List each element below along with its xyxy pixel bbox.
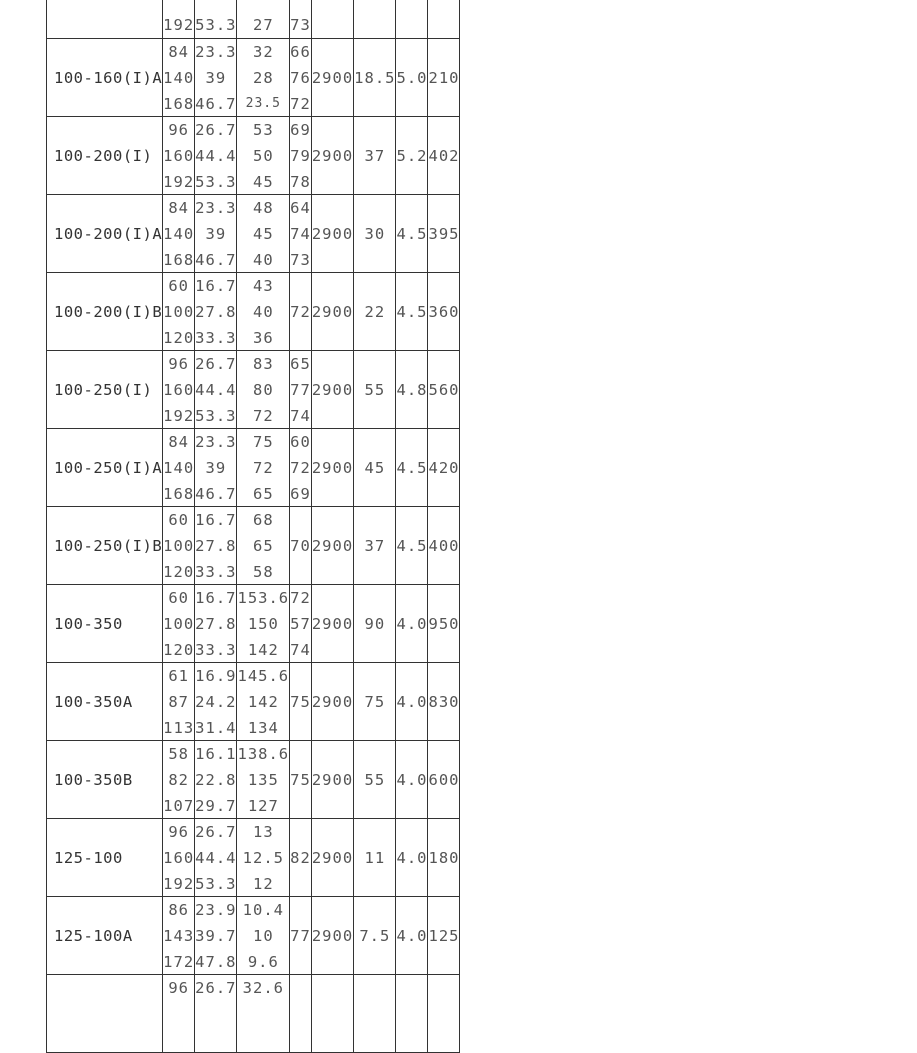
power-cell: 22 xyxy=(354,273,396,351)
flow-ls-value: 23.3 xyxy=(195,433,237,451)
flow-ls-value: 53.3 xyxy=(195,16,237,34)
speed-cell: 2900 xyxy=(311,507,353,585)
npsh-cell xyxy=(396,0,428,39)
head-cell xyxy=(237,585,290,663)
efficiency-value: 72 xyxy=(290,459,311,477)
efficiency-value: 69 xyxy=(290,121,311,139)
flow-m3h-value: 160 xyxy=(163,381,195,399)
head-value: 32.6 xyxy=(242,979,284,997)
flow-ls-value: 27.8 xyxy=(195,303,237,321)
weight-cell xyxy=(428,975,460,1053)
head-value: 153.6 xyxy=(237,589,290,607)
weight-cell xyxy=(428,0,460,39)
flow-ls-value xyxy=(195,1027,236,1053)
power-cell: 55 xyxy=(354,351,396,429)
speed-cell xyxy=(311,975,353,1053)
flow-ls-value: 22.8 xyxy=(195,771,237,789)
flow-ls-cell xyxy=(195,117,237,195)
table-row xyxy=(47,273,460,351)
head-value: 145.6 xyxy=(237,667,290,685)
head-value: 48 xyxy=(252,199,274,217)
npsh-cell: 4.0 xyxy=(396,663,428,741)
power-cell: 7.5 xyxy=(354,897,396,975)
head-value: 36 xyxy=(252,329,274,347)
flow-m3h-value: 96 xyxy=(168,355,189,373)
efficiency-cell: 77 xyxy=(290,897,312,975)
head-value: 13 xyxy=(252,823,274,841)
model-cell: 100-200(I)A xyxy=(47,195,163,273)
table-row xyxy=(47,819,460,897)
weight-cell: 950 xyxy=(428,585,460,663)
head-cell xyxy=(237,975,290,1053)
efficiency-cell xyxy=(290,117,312,195)
weight-cell: 402 xyxy=(428,117,460,195)
flow-m3h-value: 58 xyxy=(168,745,189,763)
flow-m3h-cell xyxy=(163,0,195,39)
flow-m3h-value: 84 xyxy=(168,433,189,451)
flow-m3h-cell xyxy=(163,195,195,273)
flow-ls-cell xyxy=(195,975,237,1053)
model-cell: 100-250(I)A xyxy=(47,429,163,507)
table-row xyxy=(47,741,460,819)
flow-ls-cell xyxy=(195,897,237,975)
head-cell xyxy=(237,663,290,741)
flow-m3h-value: 192 xyxy=(163,407,195,425)
model-cell: 100-250(I) xyxy=(47,351,163,429)
efficiency-value: 57 xyxy=(290,615,311,633)
flow-ls-value: 27.8 xyxy=(195,537,237,555)
weight-cell: 360 xyxy=(428,273,460,351)
speed-cell: 2900 xyxy=(311,39,353,117)
power-cell: 45 xyxy=(354,429,396,507)
flow-m3h-value: 86 xyxy=(168,901,189,919)
head-value: 28 xyxy=(252,69,274,87)
efficiency-value: 74 xyxy=(290,641,311,659)
npsh-cell: 4.8 xyxy=(396,351,428,429)
model-cell xyxy=(47,975,163,1053)
flow-m3h-value: 60 xyxy=(168,511,189,529)
head-value: 65 xyxy=(252,537,274,555)
flow-m3h-value xyxy=(163,1001,194,1027)
flow-m3h-cell xyxy=(163,819,195,897)
head-cell xyxy=(237,897,290,975)
flow-m3h-cell xyxy=(163,117,195,195)
head-value: 45 xyxy=(252,225,274,243)
head-value: 43 xyxy=(252,277,274,295)
flow-ls-value: 53.3 xyxy=(195,173,237,191)
head-value: 9.6 xyxy=(247,953,279,971)
npsh-cell: 4.5 xyxy=(396,273,428,351)
head-value: 150 xyxy=(247,615,279,633)
model-cell: 100-350A xyxy=(47,663,163,741)
efficiency-value: 77 xyxy=(290,381,311,399)
flow-ls-value: 44.4 xyxy=(195,381,237,399)
efficiency-cell xyxy=(290,195,312,273)
flow-ls-cell xyxy=(195,0,237,39)
flow-ls-value: 44.4 xyxy=(195,147,237,165)
table-row xyxy=(47,507,460,585)
flow-m3h-value: 160 xyxy=(163,849,195,867)
flow-ls-value: 27.8 xyxy=(195,615,237,633)
flow-m3h-cell xyxy=(163,663,195,741)
flow-m3h-value: 100 xyxy=(163,303,195,321)
head-value: 142 xyxy=(247,693,279,711)
power-cell: 75 xyxy=(354,663,396,741)
flow-m3h-value: 168 xyxy=(163,485,195,503)
efficiency-value: 64 xyxy=(290,199,311,217)
flow-ls-value: 39 xyxy=(205,225,227,243)
head-cell xyxy=(237,741,290,819)
flow-m3h-value: 107 xyxy=(163,797,195,815)
flow-m3h-value: 168 xyxy=(163,251,195,269)
head-value xyxy=(237,1001,289,1027)
head-value: 32 xyxy=(252,43,274,61)
flow-m3h-value: 143 xyxy=(163,927,195,945)
head-cell xyxy=(237,117,290,195)
weight-cell: 125 xyxy=(428,897,460,975)
model-cell: 100-200(I)B xyxy=(47,273,163,351)
efficiency-cell: 70 xyxy=(290,507,312,585)
power-cell: 37 xyxy=(354,117,396,195)
flow-m3h-value: 172 xyxy=(163,953,195,971)
head-value: 127 xyxy=(247,797,279,815)
head-value: 138.6 xyxy=(237,745,290,763)
model-cell: 100-160(I)A xyxy=(47,39,163,117)
table-body xyxy=(47,0,460,1053)
head-value: 12 xyxy=(252,875,274,893)
head-value xyxy=(237,0,289,12)
head-cell xyxy=(237,429,290,507)
flow-ls-value: 46.7 xyxy=(195,485,237,503)
speed-cell: 2900 xyxy=(311,429,353,507)
power-cell xyxy=(354,975,396,1053)
npsh-cell: 4.0 xyxy=(396,741,428,819)
head-value: 134 xyxy=(247,719,279,737)
table-row xyxy=(47,663,460,741)
table-row xyxy=(47,975,460,1053)
power-cell: 11 xyxy=(354,819,396,897)
flow-ls-value: 31.4 xyxy=(195,719,237,737)
head-value: 72 xyxy=(252,407,274,425)
flow-m3h-value: 120 xyxy=(163,641,195,659)
head-value: 142 xyxy=(247,641,279,659)
flow-m3h-value: 168 xyxy=(163,95,195,113)
flow-ls-cell xyxy=(195,819,237,897)
flow-ls-value: 46.7 xyxy=(195,251,237,269)
npsh-cell: 5.2 xyxy=(396,117,428,195)
power-cell: 37 xyxy=(354,507,396,585)
head-value: 80 xyxy=(252,381,274,399)
efficiency-value: 65 xyxy=(290,355,311,373)
flow-ls-value: 24.2 xyxy=(195,693,237,711)
model-cell: 125-100 xyxy=(47,819,163,897)
speed-cell xyxy=(311,0,353,39)
flow-ls-cell xyxy=(195,663,237,741)
flow-m3h-value: 87 xyxy=(168,693,189,711)
flow-ls-cell xyxy=(195,39,237,117)
flow-ls-value: 23.9 xyxy=(195,901,237,919)
flow-m3h-value: 140 xyxy=(163,69,195,87)
flow-ls-value: 53.3 xyxy=(195,407,237,425)
flow-m3h-value xyxy=(163,1027,194,1053)
flow-m3h-value: 192 xyxy=(163,173,195,191)
flow-m3h-cell xyxy=(163,975,195,1053)
flow-m3h-cell xyxy=(163,897,195,975)
head-cell xyxy=(237,0,290,39)
flow-m3h-cell xyxy=(163,507,195,585)
flow-ls-cell xyxy=(195,351,237,429)
head-value: 40 xyxy=(252,251,274,269)
flow-m3h-value: 160 xyxy=(163,147,195,165)
head-value: 72 xyxy=(252,459,274,477)
model-cell: 125-100A xyxy=(47,897,163,975)
speed-cell: 2900 xyxy=(311,351,353,429)
flow-ls-value: 46.7 xyxy=(195,95,237,113)
flow-ls-value: 26.7 xyxy=(195,823,237,841)
speed-cell: 2900 xyxy=(311,195,353,273)
flow-ls-value: 26.7 xyxy=(195,979,237,997)
model-cell: 100-250(I)B xyxy=(47,507,163,585)
flow-ls-value: 16.7 xyxy=(195,589,237,607)
flow-m3h-value: 96 xyxy=(168,823,189,841)
head-value: 23.5 xyxy=(245,96,281,111)
pump-performance-table xyxy=(46,0,460,1053)
weight-cell: 210 xyxy=(428,39,460,117)
head-value: 10.4 xyxy=(242,901,284,919)
efficiency-cell xyxy=(290,585,312,663)
flow-m3h-value: 192 xyxy=(163,16,195,34)
head-value: 12.5 xyxy=(242,849,284,867)
table-row xyxy=(47,39,460,117)
power-cell: 18.5 xyxy=(354,39,396,117)
flow-m3h-value: 140 xyxy=(163,459,195,477)
flow-m3h-value: 82 xyxy=(168,771,189,789)
flow-ls-value: 26.7 xyxy=(195,121,237,139)
efficiency-cell xyxy=(290,351,312,429)
head-value: 135 xyxy=(247,771,279,789)
efficiency-value: 78 xyxy=(290,173,311,191)
flow-m3h-value: 96 xyxy=(168,121,189,139)
npsh-cell: 4.5 xyxy=(396,195,428,273)
flow-ls-cell xyxy=(195,741,237,819)
head-value: 68 xyxy=(252,511,274,529)
flow-ls-cell xyxy=(195,195,237,273)
npsh-cell: 4.0 xyxy=(396,585,428,663)
speed-cell: 2900 xyxy=(311,819,353,897)
efficiency-value: 74 xyxy=(290,225,311,243)
head-cell xyxy=(237,273,290,351)
head-value: 83 xyxy=(252,355,274,373)
efficiency-value xyxy=(290,0,311,12)
speed-cell: 2900 xyxy=(311,741,353,819)
head-value: 27 xyxy=(252,16,274,34)
speed-cell: 2900 xyxy=(311,663,353,741)
efficiency-value: 73 xyxy=(290,16,311,34)
flow-m3h-value: 84 xyxy=(168,43,189,61)
efficiency-cell xyxy=(290,0,312,39)
head-cell xyxy=(237,819,290,897)
flow-m3h-value: 120 xyxy=(163,329,195,347)
table-row xyxy=(47,117,460,195)
speed-cell: 2900 xyxy=(311,897,353,975)
table-row xyxy=(47,897,460,975)
flow-ls-value: 16.7 xyxy=(195,511,237,529)
weight-cell: 180 xyxy=(428,819,460,897)
flow-m3h-value: 100 xyxy=(163,615,195,633)
flow-m3h-cell xyxy=(163,585,195,663)
flow-ls-value: 23.3 xyxy=(195,199,237,217)
speed-cell: 2900 xyxy=(311,117,353,195)
flow-m3h-value: 61 xyxy=(168,667,189,685)
model-cell xyxy=(47,0,163,39)
flow-m3h-value: 100 xyxy=(163,537,195,555)
flow-ls-value: 47.8 xyxy=(195,953,237,971)
npsh-cell xyxy=(396,975,428,1053)
table-row xyxy=(47,195,460,273)
flow-m3h-value xyxy=(163,0,194,12)
npsh-cell: 4.5 xyxy=(396,507,428,585)
npsh-cell: 4.5 xyxy=(396,429,428,507)
efficiency-value: 72 xyxy=(290,95,311,113)
table-row xyxy=(47,0,460,39)
efficiency-cell xyxy=(290,39,312,117)
flow-ls-value: 33.3 xyxy=(195,641,237,659)
flow-ls-value: 16.7 xyxy=(195,277,237,295)
flow-ls-value: 44.4 xyxy=(195,849,237,867)
flow-m3h-cell xyxy=(163,351,195,429)
flow-ls-value: 29.7 xyxy=(195,797,237,815)
flow-ls-value: 39 xyxy=(205,69,227,87)
flow-m3h-cell xyxy=(163,39,195,117)
flow-m3h-value: 84 xyxy=(168,199,189,217)
flow-ls-value: 33.3 xyxy=(195,563,237,581)
efficiency-cell xyxy=(290,429,312,507)
flow-ls-value: 53.3 xyxy=(195,875,237,893)
flow-ls-value: 39.7 xyxy=(195,927,237,945)
weight-cell: 395 xyxy=(428,195,460,273)
efficiency-value: 60 xyxy=(290,433,311,451)
flow-ls-value: 26.7 xyxy=(195,355,237,373)
power-cell: 30 xyxy=(354,195,396,273)
head-cell xyxy=(237,195,290,273)
speed-cell: 2900 xyxy=(311,273,353,351)
head-value: 65 xyxy=(252,485,274,503)
model-cell: 100-200(I) xyxy=(47,117,163,195)
weight-cell: 420 xyxy=(428,429,460,507)
weight-cell: 830 xyxy=(428,663,460,741)
flow-ls-value xyxy=(195,1001,236,1027)
flow-m3h-value: 60 xyxy=(168,277,189,295)
flow-ls-value: 23.3 xyxy=(195,43,237,61)
head-value: 75 xyxy=(252,433,274,451)
weight-cell: 560 xyxy=(428,351,460,429)
flow-ls-value: 39 xyxy=(205,459,227,477)
power-cell xyxy=(354,0,396,39)
table-row xyxy=(47,429,460,507)
head-cell xyxy=(237,39,290,117)
flow-m3h-cell xyxy=(163,741,195,819)
flow-ls-cell xyxy=(195,273,237,351)
head-value xyxy=(237,1027,289,1053)
efficiency-value: 76 xyxy=(290,69,311,87)
efficiency-cell: 82 xyxy=(290,819,312,897)
flow-ls-value xyxy=(195,0,236,12)
flow-m3h-value: 120 xyxy=(163,563,195,581)
power-cell: 55 xyxy=(354,741,396,819)
flow-m3h-value: 113 xyxy=(163,719,195,737)
head-value: 58 xyxy=(252,563,274,581)
flow-m3h-cell xyxy=(163,429,195,507)
efficiency-value: 66 xyxy=(290,43,311,61)
weight-cell: 400 xyxy=(428,507,460,585)
efficiency-value: 73 xyxy=(290,251,311,269)
head-value: 50 xyxy=(252,147,274,165)
model-cell: 100-350 xyxy=(47,585,163,663)
head-value: 45 xyxy=(252,173,274,191)
flow-ls-value: 16.1 xyxy=(195,745,237,763)
flow-m3h-value: 96 xyxy=(168,979,189,997)
flow-ls-value: 33.3 xyxy=(195,329,237,347)
efficiency-value: 72 xyxy=(290,589,311,607)
efficiency-cell xyxy=(290,975,312,1053)
flow-ls-cell xyxy=(195,429,237,507)
npsh-cell: 4.0 xyxy=(396,897,428,975)
npsh-cell: 5.0 xyxy=(396,39,428,117)
head-cell xyxy=(237,507,290,585)
flow-m3h-value: 192 xyxy=(163,875,195,893)
head-value: 40 xyxy=(252,303,274,321)
flow-ls-cell xyxy=(195,507,237,585)
npsh-cell: 4.0 xyxy=(396,819,428,897)
weight-cell: 600 xyxy=(428,741,460,819)
efficiency-value: 69 xyxy=(290,485,311,503)
flow-m3h-value: 140 xyxy=(163,225,195,243)
head-cell xyxy=(237,351,290,429)
flow-m3h-value: 60 xyxy=(168,589,189,607)
head-value: 10 xyxy=(252,927,274,945)
flow-m3h-cell xyxy=(163,273,195,351)
flow-ls-value: 16.9 xyxy=(195,667,237,685)
flow-ls-cell xyxy=(195,585,237,663)
efficiency-value: 74 xyxy=(290,407,311,425)
model-cell: 100-350B xyxy=(47,741,163,819)
efficiency-cell: 72 xyxy=(290,273,312,351)
head-value: 53 xyxy=(252,121,274,139)
table-row xyxy=(47,585,460,663)
speed-cell: 2900 xyxy=(311,585,353,663)
efficiency-value: 79 xyxy=(290,147,311,165)
table-row xyxy=(47,351,460,429)
power-cell: 90 xyxy=(354,585,396,663)
efficiency-cell: 75 xyxy=(290,663,312,741)
efficiency-cell: 75 xyxy=(290,741,312,819)
